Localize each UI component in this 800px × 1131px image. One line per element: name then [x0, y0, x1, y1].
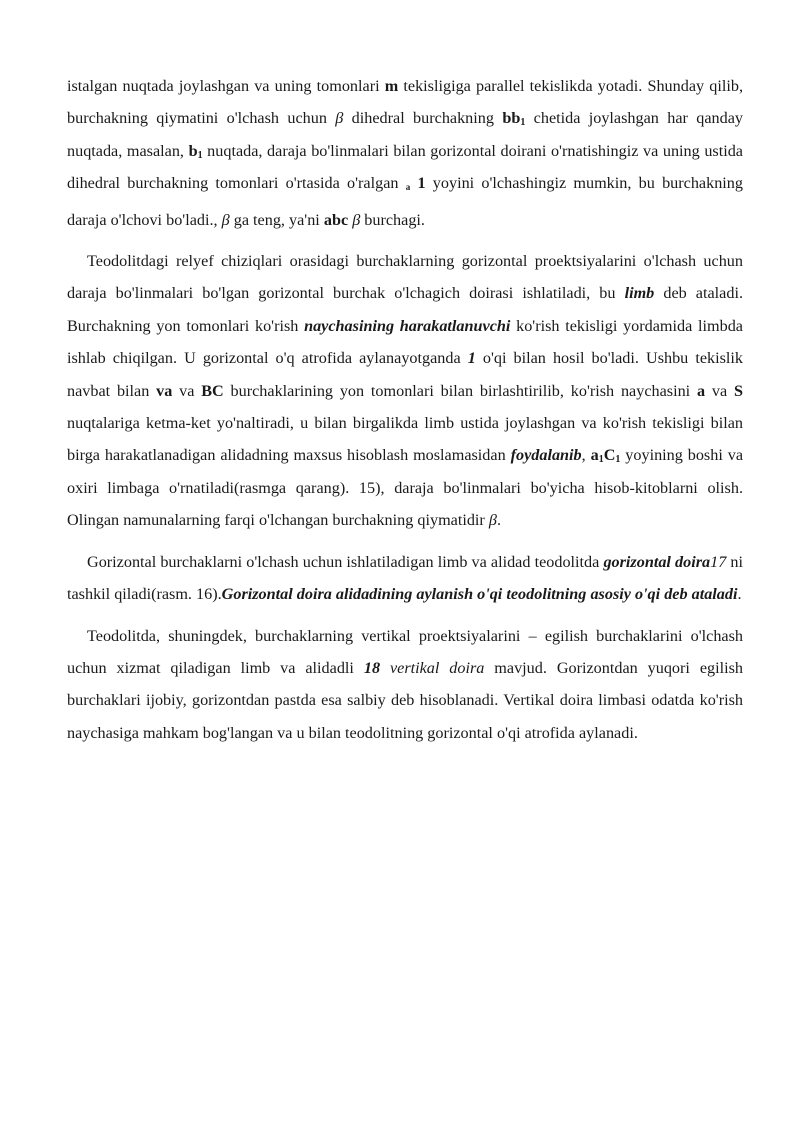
term-limb: limb: [624, 284, 655, 303]
text: Gorizontal burchaklarni o'lchash uchun ishlatiladigan limb va alidad teodolitda: [87, 552, 604, 571]
definition-main-axis: Gorizontal doira alidadining aylanish o'qi teodolitning asosiy o'qi deb ataladi: [221, 585, 738, 604]
text: chetida joylashgan har qanday nuqtada, masalan,: [67, 109, 743, 160]
ref-17: 17: [710, 552, 727, 571]
text: burchaklarining yon tomonlari bilan birlashtirilib, ko'rish naychasini: [223, 381, 697, 400]
subscript: 1: [520, 117, 526, 129]
text: ni tashkil qiladi(rasm. 16).: [67, 552, 744, 604]
text: nuqtada, daraja bo'linmalari bilan gorizontal doirani o'rnatishingiz va uning ustida dihedral burchakning tomonlari o'rtasida o'ralgan: [67, 141, 743, 193]
angle-bc: BC: [201, 381, 224, 400]
term-naycha: naychasining harakatlanuvchi: [304, 316, 511, 335]
text: ko'rish tekisligi yordamida limbda ishlab chiqilgan. U gorizontal o'q atrofida aylanayotganda: [67, 316, 743, 368]
beta-symbol: β: [488, 511, 497, 530]
edge-bb1: [502, 109, 525, 127]
text: tekisligiga parallel tekislikda yotadi. Shunday qilib, burchakning qiymatini o'lchash uchun: [67, 77, 743, 128]
angle-abc: abc: [323, 210, 349, 229]
subscript: 1: [615, 454, 621, 466]
text: mavjud. Gorizontdan yuqori egilish burchaklari ijobiy, gorizontdan pastda esa salbiy deb hisoblanadi. Vertikal doira limbasi odatda ko'rish naychasiga mahkam bog'langan va u bilan teodolitning gorizontal o'qi atrofida aylanadi.: [67, 658, 743, 742]
text: bb: [502, 109, 521, 128]
text: dihedral burchakning: [343, 109, 503, 128]
subscript: 1: [598, 454, 604, 466]
beta-symbol: β: [348, 210, 361, 229]
text: ,: [581, 446, 591, 465]
text: va: [172, 381, 202, 400]
text: C: [603, 446, 616, 465]
paragraph-4: [67, 620, 743, 750]
ref-1: 1: [467, 349, 476, 368]
point-b1: [189, 142, 203, 160]
paragraph-1: [67, 70, 743, 236]
plane-m: m: [384, 77, 399, 95]
beta-symbol: β: [221, 210, 230, 229]
beta-symbol: β: [335, 109, 344, 128]
text: ga teng, ya'ni: [229, 210, 324, 229]
text: .: [496, 511, 501, 530]
text: Teodolitda, shuningdek, burchaklarning vertikal proektsiyalarini – egilish burchaklarini o'lchash uchun xizmat qiladigan limb va alidadli: [67, 626, 743, 677]
term-gorizontal-doira: gorizontal doira: [603, 552, 711, 571]
arc-a1c1: [591, 446, 621, 464]
arc-1: 1: [410, 174, 426, 193]
angle-va: va: [156, 381, 173, 400]
text: va: [705, 381, 734, 400]
text: istalgan nuqtada joylashgan va uning tomonlari: [67, 77, 385, 95]
arc-a-small: a: [405, 182, 411, 193]
text: yoyini o'lchashingiz mumkin, bu burchakning daraja o'lchovi bo'ladi.,: [67, 174, 743, 229]
term-vertikal-doira: vertikal doira: [380, 658, 485, 677]
text: yoyining boshi va oxiri limbaga o'rnatiladi(rasmga qarang). 15), daraja bo'linmalari bo'yicha hisob-kitoblarni olish. Olingan namunalarning farqi o'lchangan burchakning qiymatidir: [67, 446, 744, 530]
text: burchagi.: [360, 210, 425, 229]
text: o'qi bilan hosil bo'ladi. Ushbu tekislik navbat bilan: [67, 349, 743, 400]
text: .: [737, 585, 742, 604]
text: b: [188, 141, 198, 160]
text: deb ataladi. Burchakning yon tomonlari ko'rish: [67, 284, 743, 335]
term-foydalanib: foydalanib: [510, 446, 582, 465]
point-s: S: [733, 381, 743, 400]
text: nuqtalariga ketma-ket yo'naltiradi, u bilan birgalikda limb ustida joylashgan va ko'rish tekisligi bilan birga harakatlanadigan alidadning maxsus hisoblash moslamasidan: [67, 414, 743, 465]
paragraph-2: [67, 245, 743, 537]
text: a: [590, 446, 599, 465]
document-page: [67, 70, 743, 758]
ref-18: 18: [363, 658, 381, 677]
subscript: 1: [197, 149, 203, 161]
paragraph-3: [67, 546, 743, 611]
point-a: a: [696, 381, 706, 400]
text: Teodolitdagi relyef chiziqlari orasidagi burchaklarning gorizontal proektsiyalarini o'lchash uchun daraja bo'linmalari bo'lgan gorizontal burchak o'lchagich doirasi ishlatiladi, bu: [67, 252, 743, 303]
